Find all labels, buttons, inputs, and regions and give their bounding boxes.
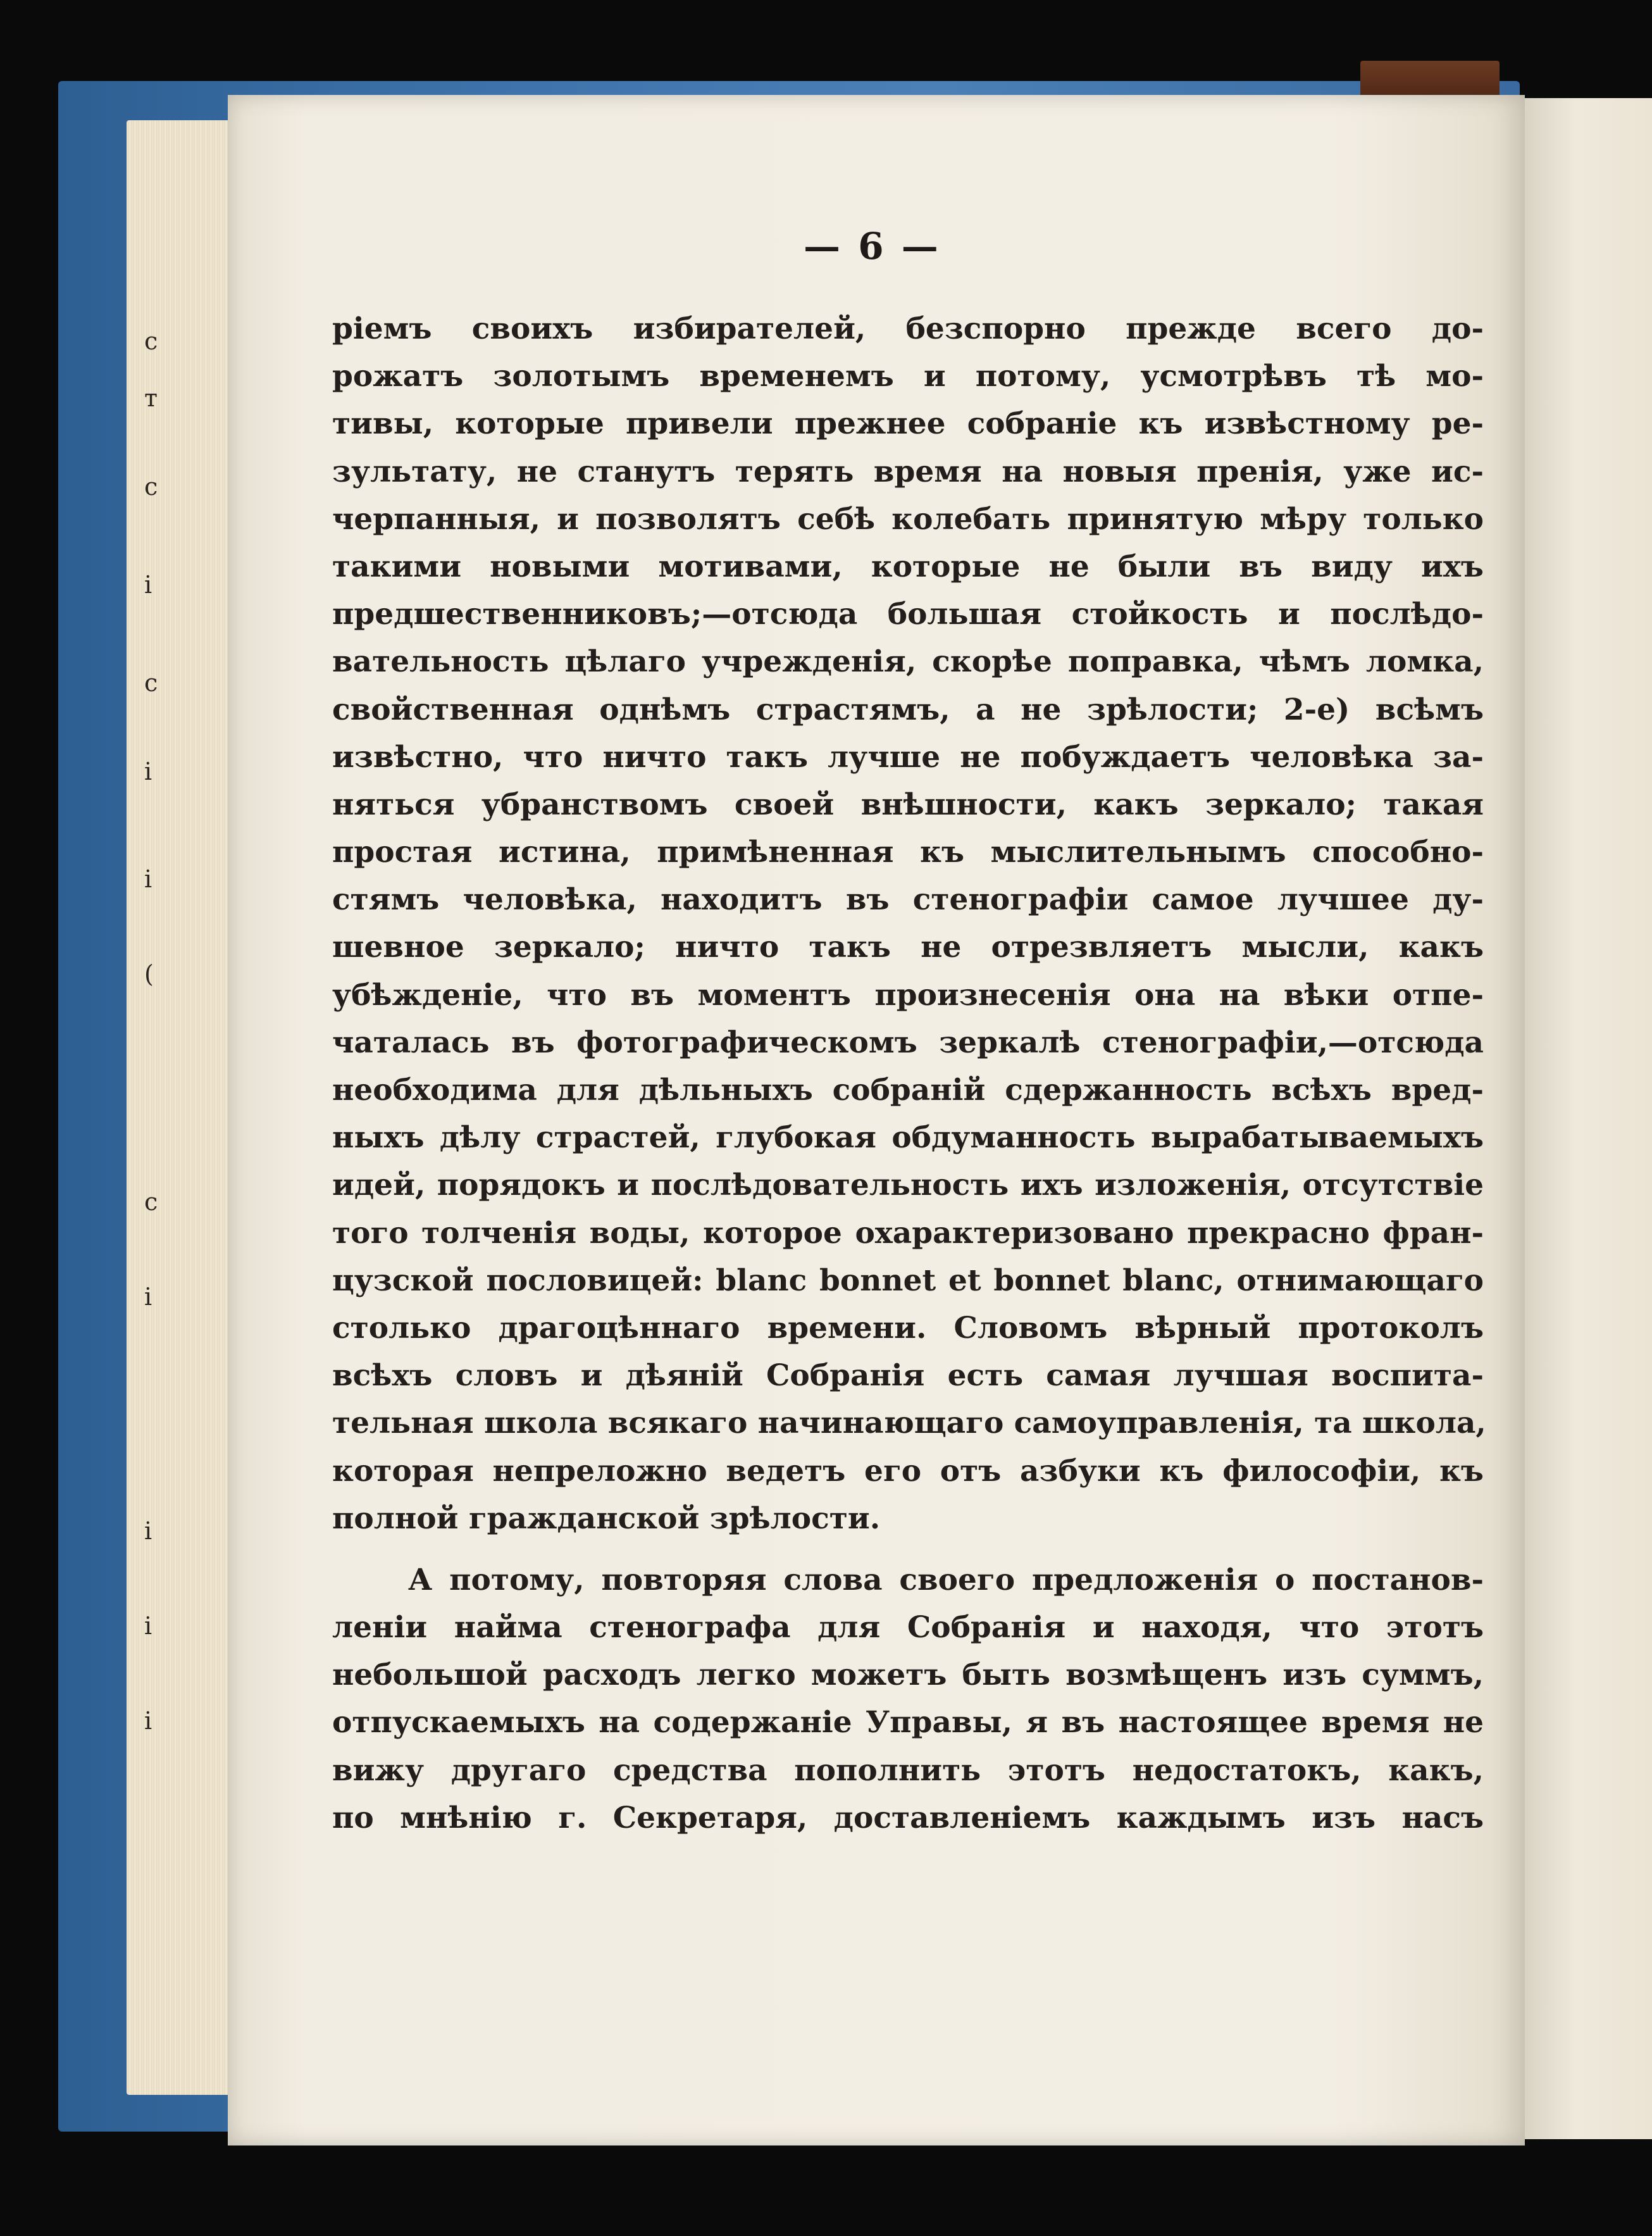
- text-line: тивы, которые привели прежнее собраніе къ извѣстному ре-: [332, 406, 1484, 442]
- margin-letter: і: [144, 1283, 152, 1311]
- text-line: столько драгоцѣннаго времени. Словомъ вѣрный протоколъ: [332, 1310, 1484, 1346]
- text-line: предшественниковъ;—отсюда большая стойкость и послѣдо-: [332, 597, 1484, 632]
- text-line: ріемъ своихъ избирателей, безспорно прежде всего до-: [332, 311, 1484, 346]
- margin-letter: с: [144, 327, 158, 355]
- text-line: необходима для дѣльныхъ собраній сдержанность всѣхъ вред-: [332, 1073, 1484, 1108]
- page-number: — 6 —: [804, 225, 941, 268]
- text-line: вательность цѣлаго учрежденія, скорѣе поправка, чѣмъ ломка,: [332, 644, 1484, 680]
- margin-letter: с: [144, 473, 158, 501]
- margin-letter: і: [144, 758, 152, 785]
- text-line: черпанныя, и позволятъ себѣ колебать принятую мѣру только: [332, 501, 1484, 537]
- margin-letter: (: [144, 960, 154, 988]
- margin-letter: і: [144, 865, 152, 893]
- margin-letter: т: [144, 384, 158, 412]
- margin-letter: і: [144, 1612, 152, 1640]
- text-line: простая истина, примѣненная къ мыслительнымъ способно-: [332, 835, 1484, 870]
- text-line: рожатъ золотымъ временемъ и потому, усмотрѣвъ тѣ мо-: [332, 359, 1484, 394]
- text-line: ныхъ дѣлу страстей, глубокая обдуманность вырабатываемыхъ: [332, 1120, 1484, 1156]
- text-line: идей, порядокъ и послѣдовательность ихъ изложенія, отсутствіе: [332, 1168, 1484, 1203]
- text-line: няться убранствомъ своей внѣшности, какъ зеркало; такая: [332, 787, 1484, 822]
- text-line: стямъ человѣка, находитъ въ стенографіи самое лучшее ду-: [332, 882, 1484, 918]
- margin-letter: с: [144, 669, 158, 697]
- text-line: убѣжденіе, что въ моментъ произнесенія она на вѣки отпе-: [332, 977, 1484, 1013]
- text-line: А потому, повторяя слова своего предложенія о постанов-: [408, 1562, 1484, 1597]
- paragraph: [332, 1556, 1484, 1842]
- text-line: тельная школа всякаго начинающаго самоуправленія, та школа,: [332, 1406, 1486, 1441]
- margin-letter: і: [144, 571, 152, 599]
- margin-letter: і: [144, 1517, 152, 1545]
- text-line: извѣстно, что ничто такъ лучше не побуждаетъ человѣка за-: [332, 739, 1484, 775]
- body-text: [332, 305, 1484, 1842]
- text-line: полной гражданской зрѣлости.: [332, 1501, 881, 1536]
- margin-letter: с: [144, 1188, 158, 1216]
- text-line: шевное зеркало; ничто такъ не отрезвляетъ мысли, какъ: [332, 930, 1484, 965]
- text-line: небольшой расходъ легко можетъ быть возмѣщенъ изъ суммъ,: [332, 1658, 1484, 1693]
- paragraph: [332, 305, 1484, 1542]
- text-line: отпускаемыхъ на содержаніе Управы, я въ настоящее время не: [332, 1705, 1484, 1740]
- text-line: чаталась въ фотографическомъ зеркалѣ стенографіи,—отсюда: [332, 1025, 1484, 1060]
- facing-page: [1525, 98, 1652, 2139]
- text-line: вижу другаго средства пополнить этотъ недостатокъ, какъ,: [332, 1752, 1484, 1788]
- text-line: цузской пословицей: blanc bonnet et bonnet blanc, отнимающаго: [332, 1263, 1484, 1298]
- text-line: по мнѣнію г. Секретаря, доставленіемъ каждымъ изъ насъ: [332, 1800, 1484, 1835]
- text-line: леніи найма стенографа для Собранія и находя, что этотъ: [332, 1610, 1484, 1646]
- text-line: такими новыми мотивами, которые не были въ виду ихъ: [332, 549, 1484, 584]
- text-line: зультату, не станутъ терять время на новыя пренія, уже ис-: [332, 454, 1484, 489]
- text-line: того толченія воды, которое охарактеризовано прекрасно фран-: [332, 1215, 1484, 1251]
- page-edges: [127, 120, 240, 2095]
- text-line: свойственная однѣмъ страстямъ, а не зрѣлости; 2-е) всѣмъ: [332, 692, 1484, 727]
- text-line: которая непреложно ведетъ его отъ азбуки къ философіи, къ: [332, 1453, 1484, 1489]
- text-line: всѣхъ словъ и дѣяній Собранія есть самая лучшая воспита-: [332, 1358, 1484, 1394]
- margin-letter: і: [144, 1707, 152, 1735]
